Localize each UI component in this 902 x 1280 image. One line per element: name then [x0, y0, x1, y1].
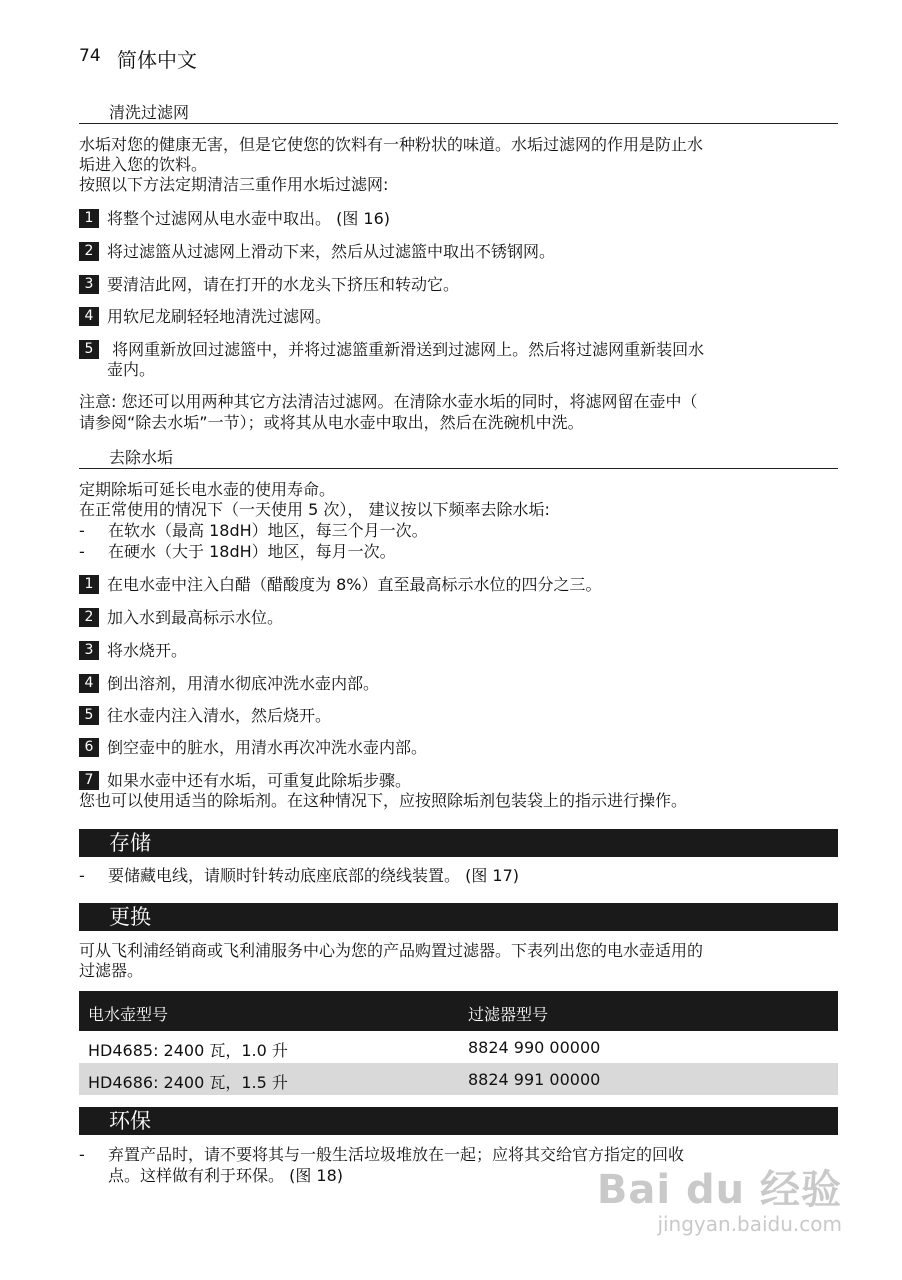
bullet-text: 弃置产品时，请不要将其与一般生活垃圾堆放在一起；应将其交给官方指定的回收: [108, 1145, 685, 1164]
clean-filter-heading: 清洗过滤网: [109, 103, 190, 122]
replacement-intro-1: 可从飞利浦经销商或飞利浦服务中心为您的产品购置过滤器。下表列出您的电水壶适用的: [79, 941, 704, 960]
note-line-2: 请参阅“除去水垢”一节）；或将其从电水壶中取出，然后在洗碗机中洗。: [79, 413, 584, 432]
kettle-model-cell: HD4685: 2400 瓦，1.0 升: [88, 1041, 288, 1060]
storage-bullet: - 要储藏电线，请顺时针转动底座底部的绕线装置。 (图 17): [79, 866, 520, 885]
step-number: 6: [79, 738, 99, 757]
environment-bullet-1: - 弃置产品时，请不要将其与一般生活垃圾堆放在一起；应将其交给官方指定的回收: [79, 1145, 685, 1164]
step-text: 将过滤篮从过滤网上滑动下来，然后从过滤篮中取出不锈钢网。: [107, 242, 556, 261]
filter-model-cell: 8824 990 00000: [468, 1038, 601, 1057]
descale-step-6: [79, 738, 427, 757]
step-number: 3: [79, 641, 99, 660]
kettle-model-cell: HD4686: 2400 瓦，1.5 升: [88, 1073, 288, 1092]
clean-step-2: [79, 242, 555, 261]
step-text: 将整个过滤网从电水壶中取出。 (图 16): [107, 209, 391, 228]
watermark-url: jingyan.baidu.com: [657, 1212, 842, 1236]
page-number: 74: [79, 46, 101, 66]
step-text: 用软尼龙刷轻轻地清洗过滤网。: [107, 307, 332, 326]
table-row: [79, 1063, 838, 1095]
environment-heading-bar: [79, 1107, 838, 1135]
descale-intro-2: 在正常使用的情况下（一天使用 5 次）， 建议按以下频率去除水垢:: [79, 500, 550, 519]
step-text: 倒空壶中的脏水，用清水再次冲洗水壶内部。: [107, 738, 428, 757]
step-text: 往水壶内注入清水，然后烧开。: [107, 706, 332, 725]
descale-step-3: [79, 641, 187, 660]
clean-step-3: [79, 275, 459, 294]
step-number: 5: [79, 340, 99, 359]
descale-step-1: [79, 575, 601, 594]
storage-heading: 存储: [109, 831, 151, 855]
bullet-text: 要储藏电线，请顺时针转动底座底部的绕线装置。 (图 17): [108, 866, 520, 885]
replacement-heading: 更换: [109, 905, 151, 929]
bullet-text: 在软水（最高 18dH）地区，每三个月一次。: [108, 521, 428, 540]
step-text: 将网重新放回过滤篮中，并将过滤篮重新滑送到过滤网上。然后将过滤网重新装回水: [107, 340, 705, 359]
descale-step-7: [79, 771, 411, 790]
divider: [79, 468, 838, 469]
environment-heading: 环保: [109, 1109, 151, 1133]
step-number: 1: [79, 575, 99, 594]
step-text: 在电水壶中注入白醋（醋酸度为 8%）直至最高标示水位的四分之三。: [107, 575, 602, 594]
table-row: [79, 1031, 838, 1063]
descale-step-2: [79, 608, 283, 627]
descale-bullet-2: - 在硬水（大于 18dH）地区，每月一次。: [79, 542, 396, 561]
clean-filter-intro-3: 按照以下方法定期清洁三重作用水垢过滤网:: [79, 175, 389, 194]
step-text: 将水烧开。: [107, 641, 188, 660]
clean-step-4: [79, 307, 331, 326]
clean-filter-intro-1: 水垢对您的健康无害，但是它使您的饮料有一种粉状的味道。水垢过滤网的作用是防止水: [79, 135, 704, 154]
step-text: 加入水到最高标示水位。: [107, 608, 284, 627]
clean-step-1: [79, 209, 390, 228]
language-title: 简体中文: [117, 48, 197, 72]
filter-model-cell: 8824 991 00000: [468, 1070, 601, 1089]
step-number: 1: [79, 209, 99, 228]
step-text: 要清洁此网，请在打开的水龙头下挤压和转动它。: [107, 275, 460, 294]
watermark-logo: Bai du 经验: [596, 1167, 842, 1213]
clean-step-5-continued: 壶内。: [107, 360, 156, 379]
step-number: 4: [79, 674, 99, 693]
clean-step-5: [79, 340, 704, 359]
header-filter-model: 过滤器型号: [468, 1005, 549, 1024]
descale-extra-note: 您也可以使用适当的除垢剂。在这种情况下，应按照除垢剂包装袋上的指示进行操作。: [79, 791, 688, 810]
table-header: [79, 991, 838, 1031]
step-number: 2: [79, 608, 99, 627]
divider: [79, 123, 838, 124]
storage-heading-bar: [79, 829, 838, 857]
descale-step-5: [79, 706, 331, 725]
replacement-heading-bar: [79, 903, 838, 931]
header-kettle-model: 电水壶型号: [88, 1005, 169, 1024]
descale-bullet-1: - 在软水（最高 18dH）地区，每三个月一次。: [79, 521, 428, 540]
step-text: 如果水壶中还有水垢，可重复此除垢步骤。: [107, 771, 412, 790]
replacement-intro-2: 过滤器。: [79, 961, 144, 980]
step-number: 3: [79, 275, 99, 294]
step-number: 7: [79, 771, 99, 790]
descale-intro-1: 定期除垢可延长电水壶的使用寿命。: [79, 480, 336, 499]
descale-heading: 去除水垢: [109, 448, 174, 467]
clean-filter-intro-2: 垢进入您的饮料。: [79, 155, 208, 174]
step-number: 5: [79, 706, 99, 725]
baidu-watermark: [597, 1168, 842, 1236]
bullet-text: 在硬水（大于 18dH）地区，每月一次。: [108, 542, 396, 561]
step-number: 4: [79, 307, 99, 326]
environment-bullet-2: 点。这样做有利于环保。 (图 18): [108, 1166, 344, 1185]
step-text: 倒出溶剂，用清水彻底冲洗水壶内部。: [107, 674, 380, 693]
descale-step-4: [79, 674, 379, 693]
note-line-1: 注意: 您还可以用两种其它方法清洁过滤网。在清除水壶水垢的同时，将滤网留在壶中（: [79, 392, 698, 411]
step-number: 2: [79, 242, 99, 261]
